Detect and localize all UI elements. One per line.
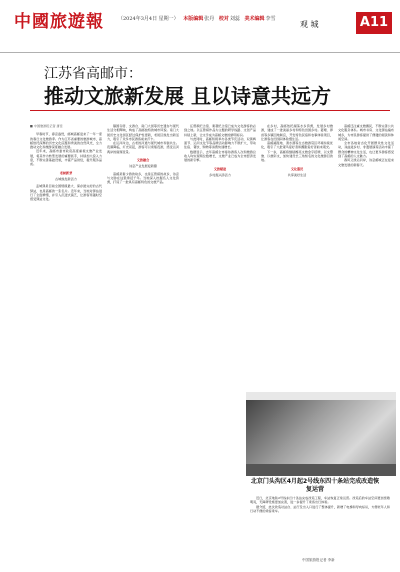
subheading-line: 古城焕发新活力 [55,176,77,181]
subheading: 文旅融合 [136,158,150,163]
paragraph: 近年来，高邮市委市政府高度重视文旅产业发展，将其作为转型发展的重要抓手，持续加大投入力度，不断完善基础设施，丰富产品供给，提升服务品质。 [30,149,102,167]
paragraph: 高邮湖湿地、清水潭等生态旅游景区环境持续优化，吸引了大批观鸟爱好者和摄影爱好者前来观光。 [261,141,333,150]
paragraph: 春风又绿运河岸，诗意邮城正在迎来文旅发展的新春天。 [338,158,394,167]
subheading-line: 共享美好生活 [287,172,307,177]
issue-date: （2024年3月4日 星期一） [118,16,179,22]
photo-ceiling [246,392,396,400]
design-label: 美术编辑 [244,16,265,22]
issue-meta [118,16,279,23]
subheading: 文化惠民 [290,166,304,171]
article-headline: 推动文旅新发展 且以诗意共远方 [44,84,331,108]
proof-name: 刘蕊 [229,16,240,22]
paragraph: 下一步，高邮将继续擦亮文旅金字招牌，以文塑旅、以旅彰文，加快建设长三角知名的文化旅游目的地。 [261,149,333,163]
masthead [0,0,400,53]
article-column-2 [107,124,179,564]
news-body [250,496,390,513]
headline-divider [30,110,390,111]
article-column-3 [184,124,256,564]
paragraph: 镇国寺塔、文游台、南门大街等历史遗存与现代生活交相辉映，构成了高邮独特的城市风貌。南门大街历史文化街区经过保护性更新，老街区焕发出新活力，吸引了众多市民游客前来打卡。 [107,124,179,141]
paragraph: 在乡村，高邮依托湖荡水乡资源，发展乡村旅游，建成了一批美丽乡村和特色田园乡村。菱塘、界首等乡镇因地制宜，开发特色民宿和农事体验项目，让游客在田园间体验慢生活。 [261,124,333,141]
paragraph: 早春时节，春意盎然，邮城高邮迎来了一年一度的春日文化旅游季。作为江苏省重要的旅游城市，高邮依托深厚的历史文化底蕴和秀美的自然风光，全力推动文化和旅游深度融合发展。 [30,132,102,150]
paragraph: 汪曾祺纪念馆、秦观纪念馆已成为文化游客的必到之地。以汪曾祺作品为主题的研学线路、文创产品持续上新，让文学成为高邮文旅的鲜明标识。 [184,124,256,137]
article-kicker: 江苏省高邮市： [44,66,142,82]
news-headline: 北京门头沟区4月起2号线东四十条站完成改造恢复运营 [250,478,380,493]
subheading: 文旅赋能 [213,166,227,171]
article-column-4 [261,124,333,388]
paragraph: 与此同时，高邮积极举办各类节庆活动，双黄鸭蛋节、运河文化节等品牌活动影响力不断扩大，带动住宿、餐饮、购物等消费快速增长。 [184,136,256,150]
proof-label: 校对 [218,16,229,22]
article-column-5 [338,124,394,388]
editor-name: 张丹 [204,16,215,22]
paragraph: 近日，北京地铁2号线东四十条站完成改造工程，车站恢复正常运营。改造后的车站空间更加宽敞明亮，无障碍设施更加完善，进一步提升了乘客出行体验。 [250,496,390,505]
subway-station-photo [246,392,396,476]
paragraph: 高邮还注重文旅惠民，不断完善公共文化服务体系。城市书房、文化驿站遍布城乡，为市民游客提供了便捷的阅读和休闲空间。 [338,124,394,141]
editor-label: 本版编辑 [183,16,204,22]
paragraph: 在运河岸边，古老的河道与现代城市和谐共生。夜幕降临，灯光亮起，游客可以乘船夜游，感受运河两岸的璀璨夜景。 [107,141,179,154]
paragraph: 盂城驿是目前全国规模最大、保存最完好的古代驿站，也是高邮的一张名片。近年来，当地对驿站进行了全面修缮，并引入沉浸式演艺，让游客穿越时空感受驿站文化。 [30,184,102,202]
subheading-line: 诗意产业发展迎新篇 [129,164,157,169]
newspaper-logo: 中國旅遊報 [14,12,104,32]
section-title: 观 城 [300,20,319,29]
paragraph: 据介绍，此次改造对站台、站厅及出入口进行了整体提升，新增了电梯和导向标识，方便老年人和行动不便的乘客乘车。 [250,504,390,513]
subheading-line: 乡村振兴添活力 [209,172,231,177]
subheading: 老树新芽 [59,170,73,175]
article-column-1 [30,124,102,564]
paragraph: 全市各地常态化开展群众性文化活动，戏曲进乡村、非遗展演等活动丰富了群众的精神文化生活，也让更多游客感受到了高邮的人文魅力。 [338,141,394,159]
page-number: A11 [356,12,392,34]
paragraph: 高邮是秦少游的故乡，也是汪曾祺的故乡，诗意与文脉在这里绵延千年。当地深入挖掘名人文化资源，打造了一批具有高邮特色的文旅产品。 [107,171,179,185]
photo-platform [246,464,396,476]
article-byline: ■ 中国旅游报记者 唐佳 [30,124,63,128]
design-name: 李雪 [265,16,276,22]
news-credit: 中国旅游报记者 李新 [302,558,335,562]
paragraph: 数据显示，去年高邮全市接待游客人次和旅游总收入均实现两位数增长，文旅产业已成为全市经济发展的新引擎。 [184,149,256,163]
